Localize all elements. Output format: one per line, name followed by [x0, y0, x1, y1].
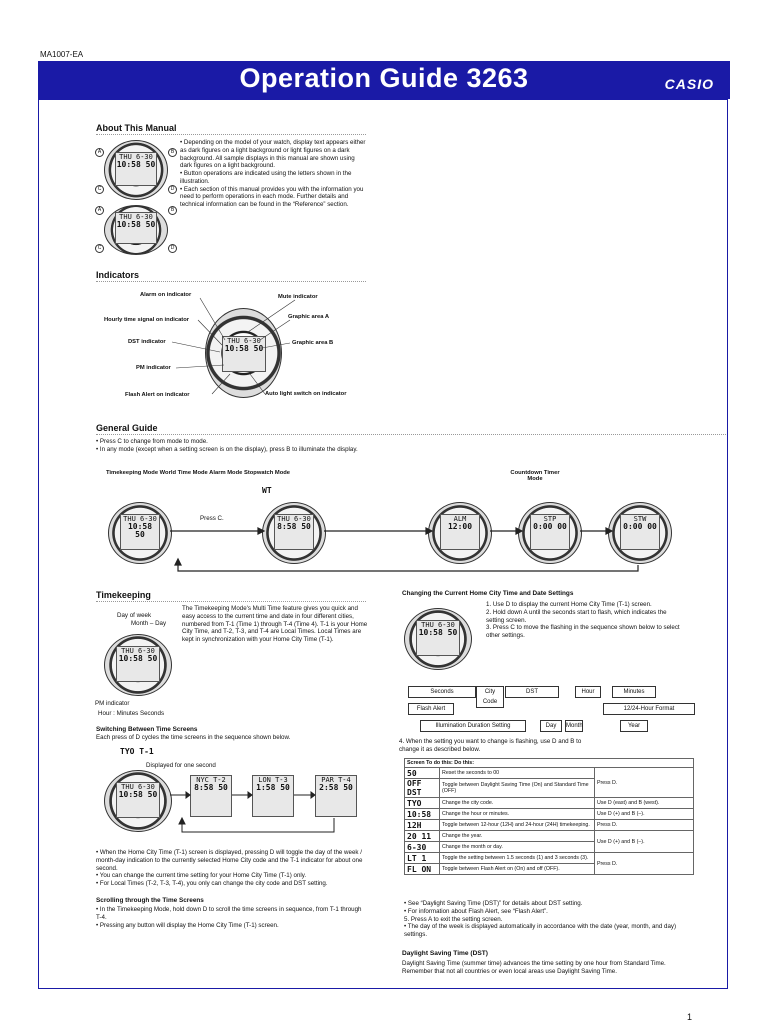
watch-lcd: THU 6-30 10:58 50	[416, 620, 460, 656]
lcd-t4: PAR T-4 2:58 50	[315, 775, 357, 817]
document-code: MA1007-EA	[40, 50, 84, 59]
seq-minutes: Minutes	[612, 686, 656, 698]
button-a-label: A	[95, 206, 104, 215]
indicator-label: Hourly time signal on indicator	[104, 317, 190, 323]
watch-lcd: THU 6-30 8:58 50	[274, 514, 314, 550]
about-heading: About This Manual	[96, 123, 177, 133]
table-row: 50 Reset the seconds to 00 Press D.	[405, 768, 694, 779]
scroll-notes: • In the Timekeeping Mode, hold down D to scroll the time screens in sequence, from T-1 through T-4. • Pressing any button will display the Home City Time (T-1) screen.	[96, 906, 362, 929]
change-steps: 1. Use D to display the current Home City Time (T-1) screen. 2. Hold down A until the seconds start to flash, which indicates the setting screen. 3. Press C to move the flashing in the sequence shown below to select other settings.	[486, 601, 680, 639]
button-a-label: A	[95, 148, 104, 157]
time-screen-t1: TYO T-1	[120, 747, 154, 756]
seq-day: Day	[540, 720, 562, 732]
watch-lcd: THU 6-30 10:58 50	[116, 782, 160, 818]
page-title: Operation Guide 3263	[239, 63, 529, 93]
button-c-label: C	[95, 185, 104, 194]
table-row: 10:58 Change the hour or minutes. Use D (+) and B (–).	[405, 809, 694, 820]
timekeeping-notes: • When the Home City Time (T-1) screen is displayed, pressing D will toggle the day of the week / month-day indication to the currently selected Home City code and the T-1 indicator for about one second. • You can change the current time setting for your Home City Time (T-1) only. • For Local Times (T-2, T-3, T-4), you only can change the city code and DST setting.	[96, 849, 363, 887]
divider	[96, 434, 726, 435]
general-text: • Press C to change from mode to mode. • In any mode (except when a setting screen is on the display), press B to illuminate the display.	[96, 438, 358, 453]
mode-flow-arrows	[168, 525, 668, 575]
label-hour-minutes: Hour : Minutes Seconds	[98, 710, 165, 717]
seq-seconds: Seconds	[408, 686, 476, 698]
table-row: FL ON Toggle between Flash Alert on (On) and off (OFF).	[405, 864, 694, 875]
screen-cycle-arrows	[168, 790, 373, 840]
switch-heading: Switching Between Time Screens	[96, 726, 198, 733]
button-b-label: B	[168, 206, 177, 215]
label-month-day: Month – Day	[131, 620, 167, 627]
divider	[96, 601, 366, 602]
wt-marker: WT	[262, 486, 272, 495]
timekeeping-body: The Timekeeping Mode's Multi Time feature gives you quick and easy access to the current time and date in four different cities, numbered from T-1 (Time 1) through T-4 (Time 4). T-1 is your Home City Time, and T-2, T-3, and T-4 are Local Times. Local Times are kept in synchronization with your Home City Time (T-1).	[182, 605, 368, 643]
watch-lcd: THU 6-30 10:58 50	[120, 514, 160, 550]
about-text: • Depending on the model of your watch, display text appears either as dark figures on a light background or light figures on a dark background. All sample displays in this manual are shown using dark figures on a light background. • Button operations are indicated using the letters shown in the illustration. • Each section of this manual provides you with the information you need to perform operations in each mode. Further details and technical information can be found in the “Reference” section.	[180, 139, 366, 208]
seq-dst: DST	[505, 686, 559, 698]
seq-hour: Hour	[575, 686, 601, 698]
lcd-t2: NYC T-2 8:58 50	[190, 775, 232, 817]
indicator-label: PM indicator	[136, 365, 171, 371]
settings-table: Screen To do this: Do this: 50 Reset the seconds to 00 Press D. OFF DST Toggle between Daylight Saving Time (On) and Standard Time (OFF) TYO Change the city code. Use D (east) and B (west). 10:58 Change the hour or minutes. Use D (+) and B (–). 12H Toggle between 12-hour (12H) and 24-hour (24H) timekeeping. Press D. 20 11 Change the year. Use D (+) and B (–). 6-30 Change the month or day. LT 1 Toggle the setting between 1.5 seconds (1) and 3 seconds (3). Press D. FL ON Toggle between Flash Alert on (On) and off (OFF).	[404, 758, 694, 875]
mode-names: Timekeeping Mode World Time Mode Alarm Mode Stopwatch Mode	[106, 470, 291, 476]
watch-lcd: THU 6-30 10:58 50	[222, 336, 266, 372]
displayed-note: Displayed for one second	[146, 762, 216, 769]
watch-lcd: STW 0:00 00	[620, 514, 660, 550]
countdown-mode-label: Countdown Timer Mode	[510, 470, 560, 482]
seq-12-24: 12/24-Hour Format	[603, 703, 695, 715]
indicator-label: Mute indicator	[278, 294, 318, 300]
divider	[96, 134, 366, 135]
button-d-label: D	[168, 244, 177, 253]
indicator-label: Graphic area B	[292, 340, 334, 346]
press-label: Press C.	[200, 515, 224, 522]
page-number: 1	[686, 1012, 692, 1022]
title-banner	[38, 61, 730, 99]
indicator-label: Graphic area A	[288, 314, 330, 320]
indicators-heading: Indicators	[96, 270, 140, 280]
label-pm-indicator: PM indicator	[95, 700, 130, 707]
seq-year: Year	[620, 720, 648, 732]
indicator-leader-lines	[100, 290, 370, 400]
seq-flash-alert: Flash Alert	[408, 703, 454, 715]
indicator-label: Auto light switch on indicator	[265, 391, 347, 397]
label-day-of-week: Day of week	[117, 612, 152, 619]
watch-lcd: THU 6-30 10:58 50	[116, 646, 160, 682]
table-row: LT 1 Toggle the setting between 1.5 seconds (1) and 3 seconds (3). Press D.	[405, 853, 694, 864]
button-c-label: C	[95, 244, 104, 253]
timekeeping-heading: Timekeeping	[96, 590, 151, 600]
button-b-label: B	[168, 148, 177, 157]
change-step4: 4. When the setting you want to change is flashing, use D and B to change it as described below.	[399, 738, 582, 753]
watch-lcd: ALM 12:00	[440, 514, 480, 550]
lcd-t3: LON T-3 1:58 50	[252, 775, 294, 817]
seq-month: Month	[565, 720, 583, 732]
watch-lcd: THU 6-30 10:58 50	[115, 152, 157, 186]
change-heading: Changing the Current Home City Time and Date Settings	[402, 590, 574, 597]
watch-lcd: THU 6-30 10:58 50	[115, 212, 157, 244]
seq-illumination: Illumination Duration Setting	[420, 720, 526, 732]
general-heading: General Guide	[96, 423, 158, 433]
indicator-label: Alarm on indicator	[140, 292, 192, 298]
table-row: 6-30 Change the month or day.	[405, 842, 694, 853]
table-row: OFF DST Toggle between Daylight Saving Time (On) and Standard Time (OFF)	[405, 779, 694, 798]
table-row: TYO Change the city code. Use D (east) and B (west).	[405, 798, 694, 809]
table-row: 12H Toggle between 12-hour (12H) and 24-hour (24H) timekeeping. Press D.	[405, 820, 694, 831]
dst-body: Daylight Saving Time (summer time) advances the time setting by one hour from Standard Time. Remember that not all countries or even local areas use Daylight Saving Time.	[402, 960, 666, 975]
divider	[96, 281, 366, 282]
table-row: 20 11 Change the year. Use D (+) and B (–).	[405, 831, 694, 842]
seq-city-code: City Code	[476, 686, 504, 708]
button-d-label: D	[168, 185, 177, 194]
scroll-heading: Scrolling through the Time Screens	[96, 897, 204, 904]
switch-body: Each press of D cycles the time screens in the sequence shown below.	[96, 734, 291, 741]
change-notes: • See “Daylight Saving Time (DST)” for details about DST setting. • For information about Flash Alert, see “Flash Alert”. 5. Press A to exit the setting screen. • The day of the week is displayed automatically in accordance with the date (year, month, and day) settings.	[404, 900, 677, 938]
dst-heading: Daylight Saving Time (DST)	[402, 950, 488, 957]
indicator-label: DST indicator	[128, 339, 166, 345]
brand-logo: CASIO	[664, 76, 714, 92]
watch-lcd: STP 0:00 00	[530, 514, 570, 550]
indicator-label: Flash Alert on indicator	[125, 392, 190, 398]
